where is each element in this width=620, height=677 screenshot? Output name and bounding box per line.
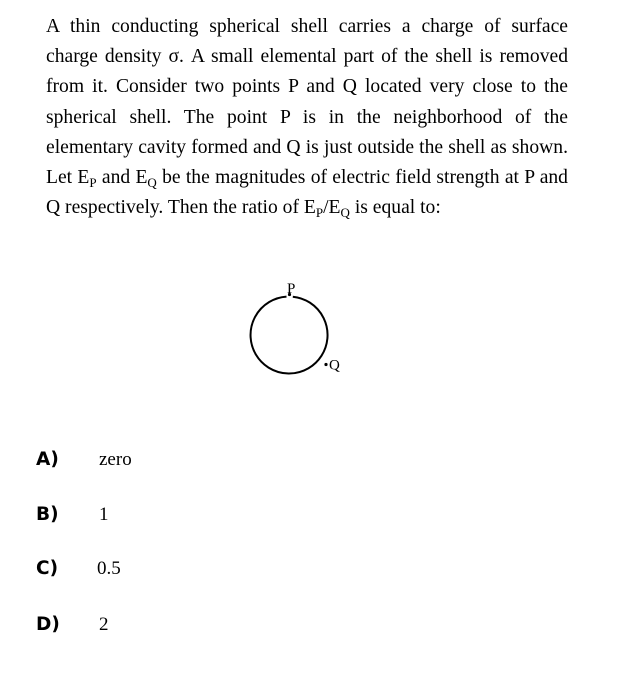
option-letter: D) (36, 614, 60, 635)
option-letter: B) (36, 504, 59, 525)
option-text: 2 (99, 614, 109, 635)
spherical-shell-figure (240, 278, 360, 388)
subscript-q: Q (147, 175, 157, 191)
point-p-label: P (287, 281, 296, 297)
shell-diagram (240, 278, 360, 388)
option-letter: A) (36, 449, 59, 470)
question-text-part3: be the magnitudes of electric field strength at P and Q respectively. Then the ratio of E (46, 167, 568, 219)
point-q-label: Q (329, 357, 340, 374)
point-q-dot (324, 363, 327, 366)
question-text-part4: /E (323, 197, 341, 219)
question-text (46, 12, 568, 223)
question-text-part1: A thin conducting spherical shell carries a charge of surface charge density σ. A small elemental part of the shell is removed from it. Consider two points P and Q located very close to the spherical shell. The point P is in the neighborhood of the elementary cavity formed and Q is just outside the shell as shown. Let E (46, 16, 568, 189)
option-text: 0.5 (97, 558, 121, 579)
option-text: 1 (99, 504, 109, 525)
subscript-q: Q (340, 205, 350, 221)
question-text-part5: is equal to: (349, 197, 441, 219)
subscript-p: P (89, 175, 97, 191)
shell-circle (251, 297, 328, 374)
subscript-p: P (315, 205, 324, 221)
option-text: zero (99, 449, 132, 470)
option-letter: C) (36, 558, 59, 579)
question-text-part2: and E (96, 167, 148, 189)
